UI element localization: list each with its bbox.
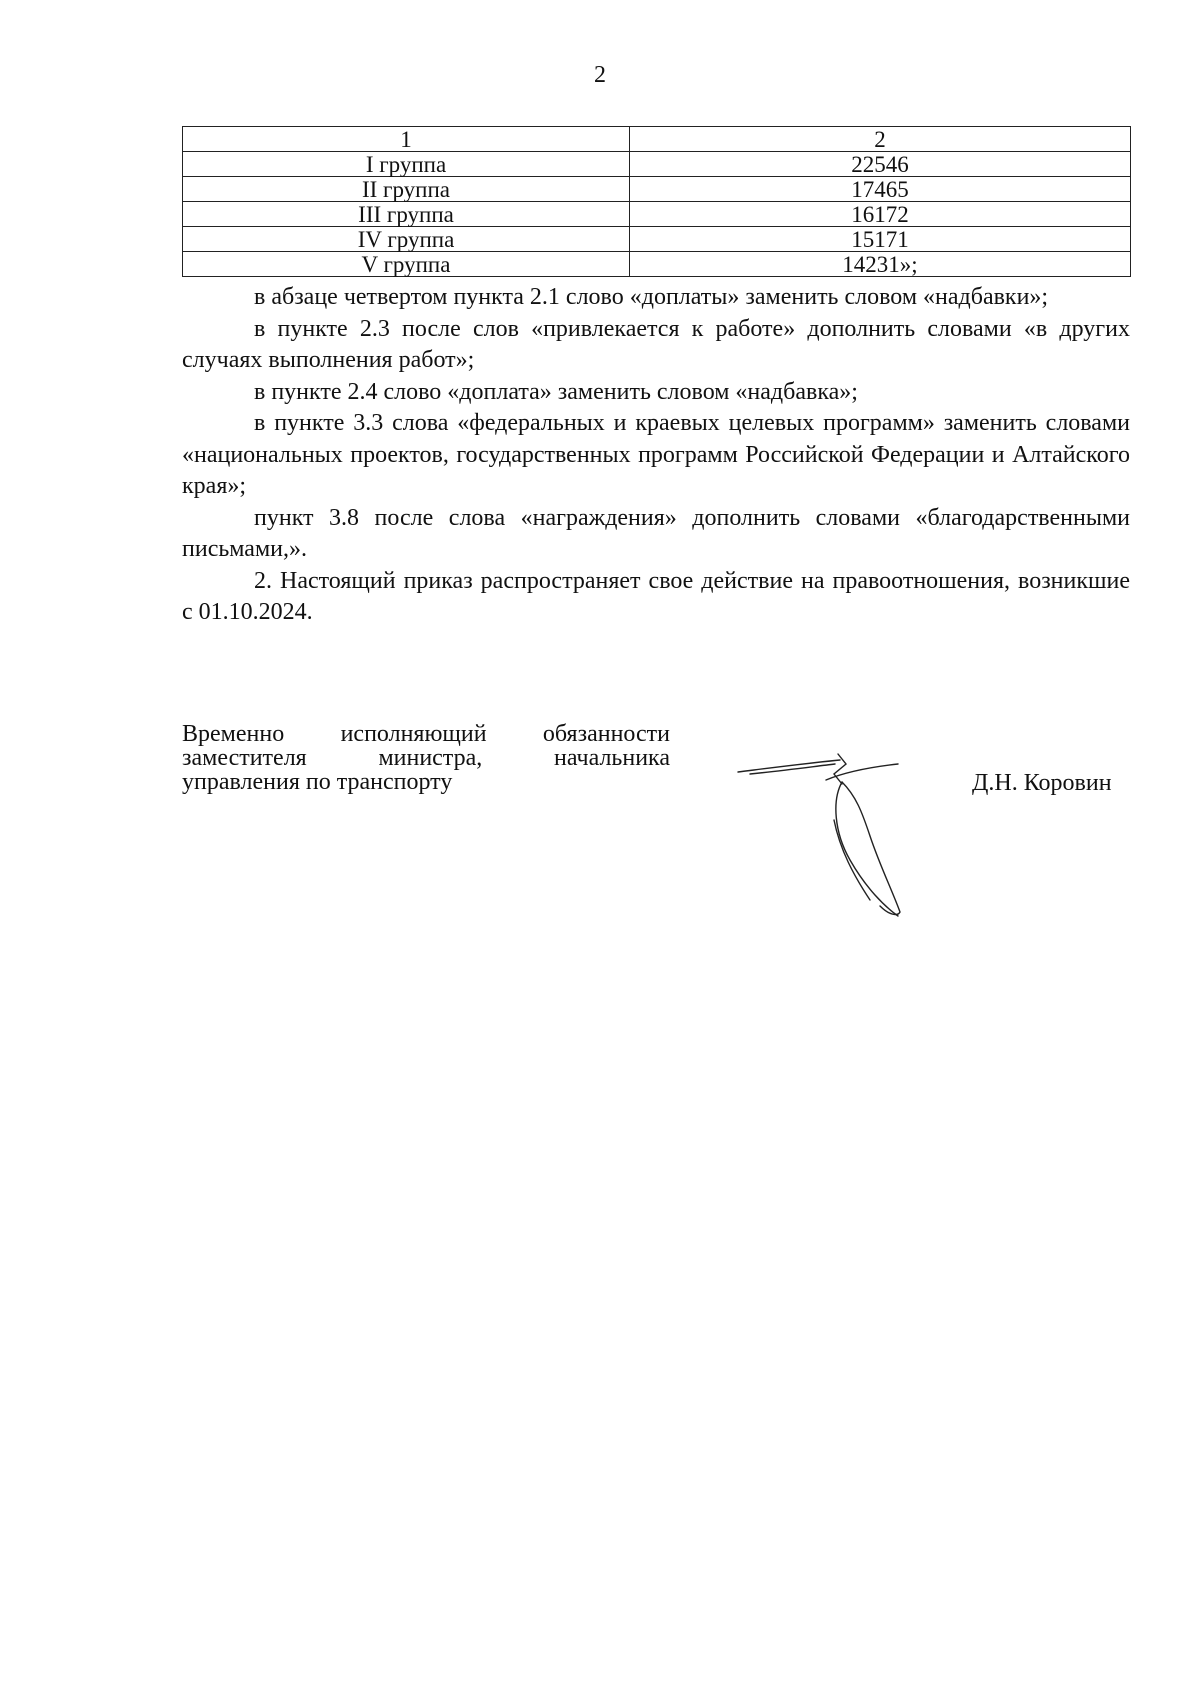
value-cell: 22546 (630, 152, 1131, 177)
groups-table (182, 126, 1131, 277)
group-cell: I группа (183, 152, 630, 177)
paragraph: пункт 3.8 после слова «награждения» дополнить словами «благодарственными письмами,». (182, 504, 1130, 562)
paragraph: в абзаце четвертом пункта 2.1 слово «доплаты» заменить словом «надбавки»; (254, 284, 1049, 310)
body-text (182, 282, 1130, 629)
signer-position (182, 722, 670, 794)
paragraph: 2. Настоящий приказ распространяет свое действие на правоотношения, возникшие с 01.10.2024. (182, 567, 1130, 625)
table-row (183, 152, 1131, 177)
table-row (183, 252, 1131, 277)
handwritten-signature (730, 740, 930, 920)
signer-name: Д.Н. Коровин (972, 770, 1112, 796)
paragraph: в пункте 3.3 слова «федеральных и краевых целевых программ» заменить словами «национальных проектов, государственных программ Российской Федерации и Алтайского края»; (182, 410, 1130, 499)
group-cell: II группа (183, 177, 630, 202)
value-cell: 15171 (630, 227, 1131, 252)
page-number: 2 (594, 62, 606, 88)
signer-position-line: Временно исполняющий обязанности (182, 721, 670, 747)
group-cell: III группа (183, 202, 630, 227)
table-row (183, 177, 1131, 202)
paragraph: в пункте 2.3 после слов «привлекается к работе» дополнить словами «в других случаях выполнения работ»; (182, 315, 1130, 373)
value-cell: 16172 (630, 202, 1131, 227)
table-header-cell: 2 (630, 127, 1131, 152)
value-cell: 14231»; (630, 252, 1131, 277)
table-header-cell: 1 (183, 127, 630, 152)
table-row (183, 227, 1131, 252)
group-cell: V группа (183, 252, 630, 277)
table-header-row (183, 127, 1131, 152)
group-cell: IV группа (183, 227, 630, 252)
paragraph: в пункте 2.4 слово «доплата» заменить словом «надбавка»; (254, 378, 858, 405)
value-cell: 17465 (630, 177, 1131, 202)
signer-position-line: заместителя министра, начальника (182, 745, 670, 771)
signer-position-line: управления по транспорту (182, 769, 453, 795)
table-row (183, 202, 1131, 227)
